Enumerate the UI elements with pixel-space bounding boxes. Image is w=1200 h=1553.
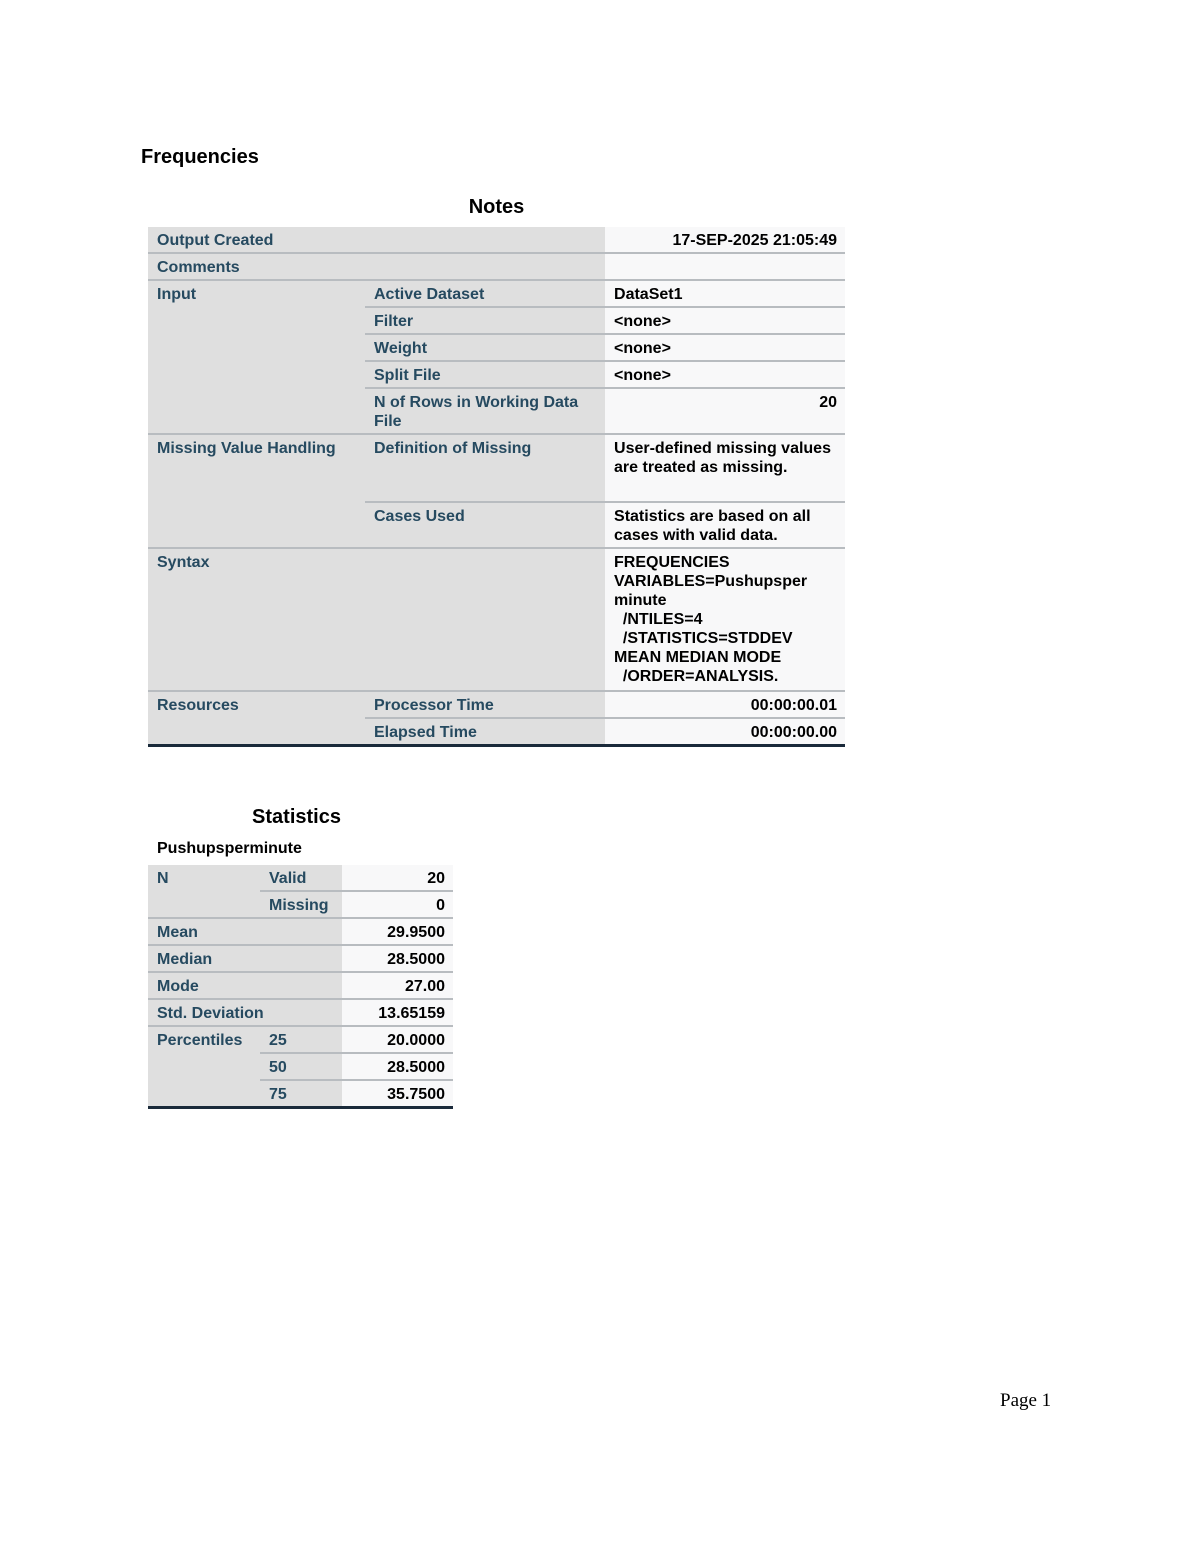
- cases-used-label: Cases Used: [365, 502, 605, 548]
- table-row: [148, 227, 845, 253]
- filter-value: <none>: [605, 307, 845, 334]
- valid-label: Valid: [260, 865, 342, 891]
- notes-title: Notes: [468, 196, 525, 218]
- table-row: [148, 1026, 453, 1053]
- elapsed-time-value: 00:00:00.00: [605, 718, 845, 746]
- table-row: [148, 945, 453, 972]
- statistics-variable-label: Pushupsperminute: [157, 840, 302, 857]
- table-row: [148, 280, 845, 307]
- weight-label: Weight: [365, 334, 605, 361]
- split-file-value: <none>: [605, 361, 845, 388]
- median-value: 28.5000: [342, 945, 453, 972]
- table-row: [148, 918, 453, 945]
- percentiles-label: Percentiles: [148, 1026, 260, 1108]
- missing-handling-label: Missing Value Handling: [148, 434, 365, 548]
- notes-table: [148, 227, 845, 747]
- filter-label: Filter: [365, 307, 605, 334]
- mean-label: Mean: [148, 918, 342, 945]
- comments-label: Comments: [148, 253, 605, 280]
- percentile-25-label: 25: [260, 1026, 342, 1053]
- elapsed-time-label: Elapsed Time: [365, 718, 605, 746]
- processor-time-value: 00:00:00.01: [605, 691, 845, 718]
- processor-time-label: Processor Time: [365, 691, 605, 718]
- percentile-75-value: 35.7500: [342, 1080, 453, 1108]
- table-row: [148, 253, 845, 280]
- percentile-50-value: 28.5000: [342, 1053, 453, 1080]
- statistics-table: [148, 865, 453, 1109]
- active-dataset-label: Active Dataset: [365, 280, 605, 307]
- missing-value: 0: [342, 891, 453, 918]
- n-rows-label: N of Rows in Working Data File: [365, 388, 605, 434]
- mean-value: 29.9500: [342, 918, 453, 945]
- comments-value: [605, 253, 845, 280]
- table-row: [148, 865, 453, 891]
- output-created-value: 17-SEP-2025 21:05:49: [605, 227, 845, 253]
- mode-value: 27.00: [342, 972, 453, 999]
- definition-missing-value: User-defined missing values are treated as missing.: [605, 434, 845, 502]
- section-heading: Frequencies: [141, 146, 259, 168]
- std-deviation-label: Std. Deviation: [148, 999, 342, 1026]
- std-deviation-value: 13.65159: [342, 999, 453, 1026]
- active-dataset-value: DataSet1: [605, 280, 845, 307]
- resources-label: Resources: [148, 691, 365, 746]
- page-number: Page 1: [1000, 1390, 1052, 1411]
- percentile-25-value: 20.0000: [342, 1026, 453, 1053]
- percentile-75-label: 75: [260, 1080, 342, 1108]
- syntax-label: Syntax: [148, 548, 605, 691]
- weight-value: <none>: [605, 334, 845, 361]
- valid-value: 20: [342, 865, 453, 891]
- definition-missing-label: Definition of Missing: [365, 434, 605, 502]
- statistics-title: Statistics: [252, 806, 341, 828]
- median-label: Median: [148, 945, 342, 972]
- n-label: N: [148, 865, 260, 918]
- table-row: [148, 691, 845, 718]
- n-rows-value: 20: [605, 388, 845, 434]
- table-row: [148, 999, 453, 1026]
- output-created-label: Output Created: [148, 227, 605, 253]
- missing-label: Missing: [260, 891, 342, 918]
- table-row: [148, 434, 845, 502]
- input-label: Input: [148, 280, 365, 434]
- split-file-label: Split File: [365, 361, 605, 388]
- table-row: [148, 548, 845, 691]
- cases-used-value: Statistics are based on all cases with valid data.: [605, 502, 845, 548]
- mode-label: Mode: [148, 972, 342, 999]
- percentile-50-label: 50: [260, 1053, 342, 1080]
- table-row: [148, 972, 453, 999]
- syntax-value: FREQUENCIES VARIABLES=Pushupsper minute /NTILES=4 /STATISTICS=STDDEV MEAN MEDIAN MODE /ORDER=ANALYSIS.: [605, 548, 845, 691]
